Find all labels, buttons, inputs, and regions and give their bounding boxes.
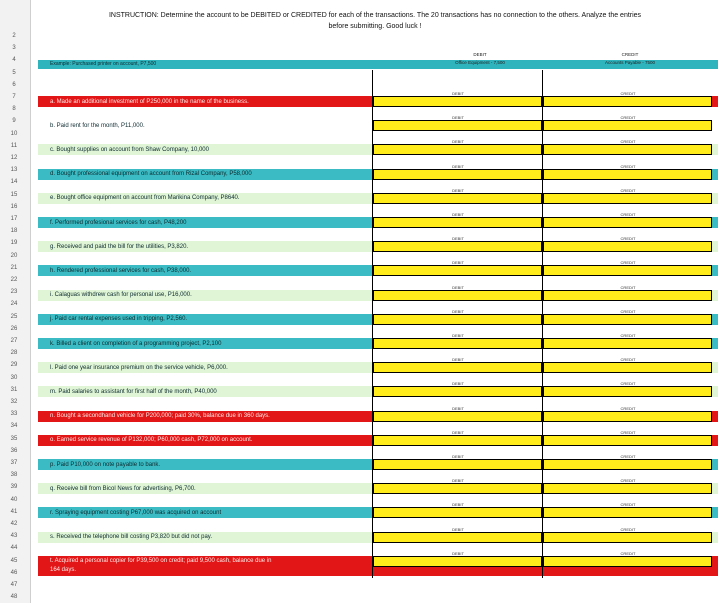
transaction-text: m. Paid salaries to assistant for first half of the month, P40,000 bbox=[50, 388, 217, 395]
credit-cell-label: CREDIT bbox=[620, 187, 636, 193]
credit-answer-cell[interactable] bbox=[543, 507, 712, 518]
transaction-text: e. Bought office equipment on account from Marikina Company, P8640. bbox=[50, 195, 240, 202]
debit-cell-label: DEBIT bbox=[452, 187, 464, 193]
debit-answer-cell[interactable] bbox=[373, 386, 542, 397]
row-number: 35 bbox=[10, 435, 18, 442]
row-number: 6 bbox=[12, 81, 16, 88]
row-number: 44 bbox=[10, 545, 18, 552]
row-number: 13 bbox=[10, 167, 18, 174]
debit-answer-cell[interactable] bbox=[373, 338, 542, 349]
row-number: 37 bbox=[10, 460, 18, 466]
credit-cell-label: CREDIT bbox=[620, 357, 636, 363]
transaction-text: b. Paid rent for the month, P11,000. bbox=[50, 122, 145, 129]
credit-answer-cell[interactable] bbox=[543, 144, 712, 155]
credit-cell-label: CREDIT bbox=[620, 115, 636, 121]
credit-cell-label: CREDIT bbox=[620, 236, 636, 242]
credit-cell-label: CREDIT bbox=[620, 429, 636, 435]
column-divider bbox=[372, 70, 373, 578]
row-number: 18 bbox=[10, 228, 18, 235]
debit-answer-cell[interactable] bbox=[373, 290, 542, 301]
transaction-text: t. Acquired a personal copier for P39,500 on credit; paid 9,500 cash, balance due in bbox=[50, 558, 272, 565]
row-number: 41 bbox=[10, 508, 18, 515]
row-number: 21 bbox=[10, 264, 18, 271]
debit-cell-label: DEBIT bbox=[452, 429, 464, 435]
credit-answer-cell[interactable] bbox=[543, 483, 712, 494]
instruction-line-2: before submitting. Good luck ! bbox=[328, 23, 422, 30]
instruction-text bbox=[30, 0, 720, 32]
credit-cell-label: CREDIT bbox=[620, 308, 636, 314]
instruction-line-1: INSTRUCTION: Determine the account to be DEBITED or CREDITED for each of the transactions. The 20 transactions has no connection to the others. Analyze the entries bbox=[108, 12, 642, 19]
debit-answer-cell[interactable] bbox=[373, 193, 542, 204]
transaction-text: n. Bought a secondhand vehicle for P200,000; paid 30%, balance due in 360 days. bbox=[50, 413, 270, 420]
row-number: 11 bbox=[10, 142, 18, 149]
row-number: 42 bbox=[10, 521, 18, 527]
transaction-text: c. Bought supplies on account from Shaw Company, 10,000 bbox=[50, 146, 209, 153]
credit-answer-cell[interactable] bbox=[543, 193, 712, 204]
debit-cell-label: DEBIT bbox=[452, 478, 464, 484]
row-number: 36 bbox=[10, 447, 18, 454]
row-number: 15 bbox=[10, 191, 18, 198]
transaction-text: j. Paid car rental expenses used in tripping, P2,560. bbox=[50, 316, 188, 323]
credit-cell-label: CREDIT bbox=[620, 454, 636, 459]
credit-cell-label: CREDIT bbox=[620, 526, 636, 532]
debit-cell-label: DEBIT bbox=[452, 139, 464, 145]
row-number: 28 bbox=[10, 350, 18, 357]
transaction-text: h. Rendered professional services for cash, P38,000. bbox=[50, 267, 192, 274]
transaction-text: g. Received and paid the bill for the utilities, P3,820. bbox=[50, 243, 189, 250]
example-text: Example: Purchased printer on account, P7,500 bbox=[50, 61, 157, 67]
row-number: 12 bbox=[10, 155, 18, 161]
transaction-text: a. Made an additional investment of P250,000 in the name of the business. bbox=[50, 98, 249, 105]
credit-answer-cell[interactable] bbox=[543, 532, 712, 543]
transaction-text: q. Receive bill from Bicol News for advertising, P6,700. bbox=[50, 485, 196, 492]
row-number: 48 bbox=[10, 594, 18, 601]
credit-answer-cell[interactable] bbox=[543, 435, 712, 446]
credit-answer-cell[interactable] bbox=[543, 411, 712, 422]
debit-cell-label: DEBIT bbox=[452, 405, 464, 411]
row-number: 20 bbox=[10, 252, 18, 259]
row-number: 19 bbox=[10, 240, 18, 247]
transaction-text: s. Received the telephone bill costing P3,820 but did not pay. bbox=[50, 534, 212, 541]
credit-answer-cell[interactable] bbox=[543, 386, 712, 397]
row-number: 17 bbox=[10, 216, 18, 222]
row-number: 23 bbox=[10, 289, 18, 296]
debit-cell-label: DEBIT bbox=[452, 115, 464, 121]
credit-cell-label: CREDIT bbox=[620, 550, 636, 556]
row-number: 16 bbox=[10, 203, 18, 210]
debit-answer-cell[interactable] bbox=[373, 241, 542, 252]
credit-answer-cell[interactable] bbox=[543, 217, 712, 228]
credit-answer-cell[interactable] bbox=[543, 459, 712, 470]
credit-answer-cell[interactable] bbox=[543, 96, 712, 107]
debit-cell-label: DEBIT bbox=[452, 357, 464, 363]
column-divider bbox=[542, 70, 543, 578]
row-number: 31 bbox=[10, 386, 18, 393]
debit-cell-label: DEBIT bbox=[452, 236, 464, 242]
credit-answer-cell[interactable] bbox=[543, 338, 712, 349]
credit-header: CREDIT bbox=[621, 52, 639, 57]
debit-answer-cell[interactable] bbox=[373, 314, 542, 325]
row-number: 40 bbox=[10, 496, 18, 503]
credit-cell-label: CREDIT bbox=[620, 212, 636, 217]
debit-header: DEBIT bbox=[473, 52, 487, 57]
transaction-text: d. Bought professional equipment on account from Rizal Company, P58,000 bbox=[50, 171, 252, 178]
debit-answer-cell[interactable] bbox=[373, 556, 542, 567]
row-number: 7 bbox=[12, 94, 16, 100]
row-number: 25 bbox=[10, 313, 18, 320]
row-number: 32 bbox=[10, 399, 18, 405]
credit-cell-label: CREDIT bbox=[620, 284, 636, 290]
debit-answer-cell[interactable] bbox=[373, 532, 542, 543]
row-number: 26 bbox=[10, 325, 18, 332]
credit-answer-cell[interactable] bbox=[543, 556, 712, 567]
credit-cell-label: CREDIT bbox=[620, 163, 636, 169]
credit-answer-cell[interactable] bbox=[543, 362, 712, 373]
credit-answer-cell[interactable] bbox=[543, 241, 712, 252]
credit-cell-label: CREDIT bbox=[620, 478, 636, 484]
example-debit: Office Equipment - 7,500 bbox=[455, 60, 505, 65]
transaction-text: f. Performed profesional services for cash, P48,200 bbox=[50, 219, 187, 226]
row-number: 9 bbox=[12, 118, 16, 125]
row-number: 24 bbox=[10, 301, 18, 308]
debit-cell-label: DEBIT bbox=[452, 550, 464, 556]
row-number: 38 bbox=[10, 472, 18, 479]
row-number: 22 bbox=[10, 277, 18, 283]
debit-cell-label: DEBIT bbox=[452, 526, 464, 532]
debit-cell-label: DEBIT bbox=[452, 163, 464, 169]
debit-answer-cell[interactable] bbox=[373, 507, 542, 518]
transaction-text: p. Paid P10,000 on note payable to bank. bbox=[50, 461, 161, 468]
credit-answer-cell[interactable] bbox=[543, 314, 712, 325]
debit-cell-label: DEBIT bbox=[452, 454, 464, 459]
credit-answer-cell[interactable] bbox=[543, 120, 712, 131]
credit-answer-cell[interactable] bbox=[543, 265, 712, 276]
transaction-text: i. Calaguas withdrew cash for personal use, P16,000. bbox=[50, 292, 192, 299]
debit-answer-cell[interactable] bbox=[373, 96, 542, 107]
debit-answer-cell[interactable] bbox=[373, 459, 542, 470]
row-number: 47 bbox=[10, 582, 18, 588]
debit-cell-label: DEBIT bbox=[452, 91, 464, 96]
debit-answer-cell[interactable] bbox=[373, 169, 542, 180]
debit-answer-cell[interactable] bbox=[373, 144, 542, 155]
credit-cell-label: CREDIT bbox=[620, 381, 636, 387]
row-number: 43 bbox=[10, 533, 18, 540]
debit-answer-cell[interactable] bbox=[373, 217, 542, 228]
debit-cell-label: DEBIT bbox=[452, 381, 464, 387]
row-number: 45 bbox=[10, 557, 18, 564]
row-number: 8 bbox=[12, 106, 16, 113]
transaction-text: r. Spraying equipment costing P67,000 was acquired on account bbox=[50, 509, 222, 516]
row-number: 2 bbox=[12, 33, 16, 39]
credit-answer-cell[interactable] bbox=[543, 169, 712, 180]
credit-cell-label: CREDIT bbox=[620, 405, 636, 411]
credit-answer-cell[interactable] bbox=[543, 290, 712, 301]
debit-answer-cell[interactable] bbox=[373, 411, 542, 422]
example-credit: Accounts Payable - 7500 bbox=[604, 60, 656, 65]
row-number: 5 bbox=[12, 69, 16, 76]
debit-cell-label: DEBIT bbox=[452, 260, 464, 266]
row-number: 33 bbox=[10, 411, 18, 418]
credit-cell-label: CREDIT bbox=[620, 91, 636, 96]
transaction-text-continued: 164 days. bbox=[50, 566, 77, 573]
row-number: 30 bbox=[10, 374, 18, 381]
row-number: 14 bbox=[10, 179, 18, 186]
credit-cell-label: CREDIT bbox=[620, 502, 636, 508]
debit-cell-label: DEBIT bbox=[452, 308, 464, 314]
debit-answer-cell[interactable] bbox=[373, 120, 542, 131]
row-number: 27 bbox=[10, 338, 18, 344]
row-number: 3 bbox=[12, 45, 16, 52]
row-number: 39 bbox=[10, 484, 18, 491]
row-number: 10 bbox=[10, 130, 18, 137]
debit-cell-label: DEBIT bbox=[452, 212, 464, 217]
row-number: 46 bbox=[10, 569, 18, 576]
debit-answer-cell[interactable] bbox=[373, 483, 542, 494]
debit-cell-label: DEBIT bbox=[452, 502, 464, 508]
debit-cell-label: DEBIT bbox=[452, 284, 464, 290]
transaction-text: k. Billed a client on completion of a programming project, P2,100 bbox=[50, 340, 222, 347]
transaction-text: o. Earned service revenue of P132,000; P60,000 cash, P72,000 on account. bbox=[50, 437, 253, 444]
credit-cell-label: CREDIT bbox=[620, 139, 636, 145]
credit-cell-label: CREDIT bbox=[620, 333, 636, 338]
debit-answer-cell[interactable] bbox=[373, 265, 542, 276]
debit-answer-cell[interactable] bbox=[373, 435, 542, 446]
row-number: 4 bbox=[12, 57, 16, 64]
credit-cell-label: CREDIT bbox=[620, 260, 636, 266]
debit-answer-cell[interactable] bbox=[373, 362, 542, 373]
transaction-text: l. Paid one year insurance premium on the service vehicle, P6,000. bbox=[50, 364, 228, 371]
debit-cell-label: DEBIT bbox=[452, 333, 464, 338]
row-number: 29 bbox=[10, 362, 18, 369]
row-number: 34 bbox=[10, 423, 18, 430]
